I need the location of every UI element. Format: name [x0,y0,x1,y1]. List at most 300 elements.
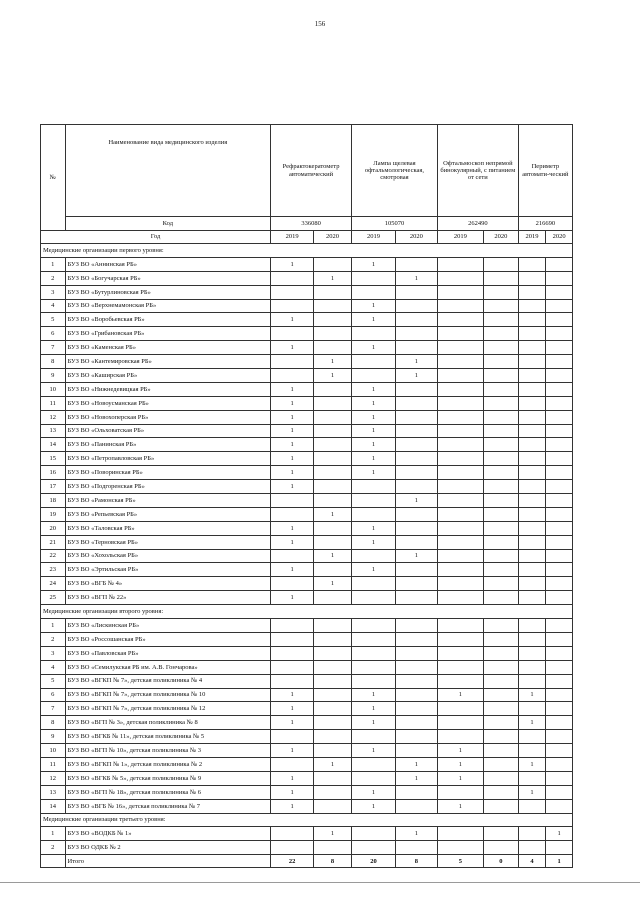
quantity-cell [395,452,437,466]
quantity-cell [483,285,518,299]
row-number: 2 [41,632,66,646]
quantity-cell [546,299,573,313]
quantity-cell [351,480,395,494]
quantity-cell [483,327,518,341]
quantity-cell: 1 [271,480,314,494]
table-row [41,577,573,591]
table-row [41,591,573,605]
quantity-cell [395,619,437,633]
device-header-2: Лампа щелевая офтальмологическая, смотровая [351,125,437,217]
table-row [41,730,573,744]
quantity-cell [518,619,546,633]
quantity-cell [395,799,437,813]
row-number: 16 [41,466,66,480]
section-header-row [41,813,573,827]
quantity-cell [518,285,546,299]
quantity-cell: 1 [314,507,352,521]
quantity-cell [518,480,546,494]
organization-name: БУЗ ВО ОДКБ № 2 [65,841,271,855]
organization-name: БУЗ ВО «ВГБ № 4» [65,577,271,591]
quantity-cell [546,466,573,480]
device-header-4: Периметр автомати-ческий [518,125,572,217]
quantity-cell: 1 [351,410,395,424]
quantity-cell [483,369,518,383]
quantity-cell: 1 [271,341,314,355]
quantity-cell [546,271,573,285]
quantity-cell: 1 [351,521,395,535]
quantity-cell [314,785,352,799]
row-number: 8 [41,716,66,730]
table-row [41,327,573,341]
quantity-cell [395,730,437,744]
table-row [41,688,573,702]
quantity-cell [437,494,483,508]
year-cell: 2019 [518,231,546,244]
quantity-cell [314,591,352,605]
quantity-cell [483,341,518,355]
quantity-cell [483,424,518,438]
quantity-cell: 1 [395,494,437,508]
quantity-cell [518,438,546,452]
quantity-cell: 1 [271,438,314,452]
table-row [41,660,573,674]
row-number: 21 [41,535,66,549]
quantity-cell: 1 [314,757,352,771]
year-row [41,231,573,244]
quantity-cell [483,577,518,591]
row-number: 3 [41,285,66,299]
quantity-cell: 1 [314,271,352,285]
quantity-cell [437,507,483,521]
organization-name: БУЗ ВО «Петропавловская РБ» [65,452,271,466]
quantity-cell [546,494,573,508]
quantity-cell: 1 [271,591,314,605]
row-number: 4 [41,299,66,313]
row-number: 10 [41,744,66,758]
quantity-cell [351,730,395,744]
quantity-cell [546,674,573,688]
total-cell: 5 [437,855,483,868]
quantity-cell [546,285,573,299]
quantity-cell [437,674,483,688]
organization-name: БУЗ ВО «Новоусманская РБ» [65,396,271,410]
quantity-cell [483,591,518,605]
quantity-cell [437,382,483,396]
quantity-cell [483,674,518,688]
quantity-cell [546,841,573,855]
organization-name: БУЗ ВО «Ольховатская РБ» [65,424,271,438]
table-row [41,785,573,799]
equipment-table [40,124,573,868]
year-cell: 2020 [546,231,573,244]
quantity-cell [314,452,352,466]
organization-name: БУЗ ВО «ВГКП № 7», детская поликлиника № 10 [65,688,271,702]
table-row [41,674,573,688]
quantity-cell [546,355,573,369]
quantity-cell [518,591,546,605]
quantity-cell [314,744,352,758]
quantity-cell [395,591,437,605]
organization-name: БУЗ ВО «Панинская РБ» [65,438,271,452]
quantity-cell [518,494,546,508]
row-number: 4 [41,660,66,674]
quantity-cell: 1 [395,757,437,771]
row-number: 12 [41,410,66,424]
quantity-cell [437,827,483,841]
organization-name: БУЗ ВО «Хохольская РБ» [65,549,271,563]
quantity-cell [395,702,437,716]
quantity-cell [437,591,483,605]
quantity-cell [437,438,483,452]
quantity-cell [314,466,352,480]
quantity-cell: 1 [546,827,573,841]
year-cell: 2020 [314,231,352,244]
organization-name: БУЗ ВО «Таловская РБ» [65,521,271,535]
quantity-cell [395,577,437,591]
table-row [41,438,573,452]
quantity-cell [314,480,352,494]
quantity-cell [546,313,573,327]
quantity-cell [395,660,437,674]
quantity-cell [314,841,352,855]
quantity-cell [483,744,518,758]
quantity-cell: 1 [518,688,546,702]
table-row [41,841,573,855]
quantity-cell [483,827,518,841]
organization-name: БУЗ ВО «ВОДКБ № 1» [65,827,271,841]
quantity-cell [314,716,352,730]
quantity-cell [314,730,352,744]
quantity-cell [395,466,437,480]
table-row [41,341,573,355]
quantity-cell [314,688,352,702]
table-row [41,563,573,577]
table-row [41,549,573,563]
quantity-cell [271,646,314,660]
quantity-cell: 1 [351,702,395,716]
quantity-cell [395,716,437,730]
quantity-cell [518,257,546,271]
quantity-cell: 1 [395,549,437,563]
quantity-cell: 1 [351,744,395,758]
quantity-cell [546,327,573,341]
quantity-cell [395,646,437,660]
row-number: 24 [41,577,66,591]
quantity-cell [546,632,573,646]
quantity-cell: 1 [271,799,314,813]
organization-name: БУЗ ВО «Павловская РБ» [65,646,271,660]
quantity-cell [546,688,573,702]
quantity-cell [351,674,395,688]
organization-name: БУЗ ВО «ВГП № 10», детская поликлиника № 3 [65,744,271,758]
quantity-cell [546,257,573,271]
quantity-cell [518,632,546,646]
quantity-cell [314,702,352,716]
quantity-cell [437,313,483,327]
quantity-cell [395,299,437,313]
quantity-cell [395,688,437,702]
quantity-cell [351,771,395,785]
total-cell: 8 [314,855,352,868]
quantity-cell: 1 [518,716,546,730]
quantity-cell: 1 [271,785,314,799]
table-row [41,396,573,410]
quantity-cell [351,549,395,563]
table-row [41,494,573,508]
quantity-cell [483,466,518,480]
quantity-cell [271,285,314,299]
quantity-cell: 1 [314,369,352,383]
quantity-cell [271,619,314,633]
quantity-cell [546,744,573,758]
total-empty-cell [41,855,66,868]
organization-name: БУЗ ВО «Репьевская РБ» [65,507,271,521]
organization-name: БУЗ ВО «Кантемировская РБ» [65,355,271,369]
quantity-cell [314,257,352,271]
quantity-cell: 1 [437,688,483,702]
row-number: 23 [41,563,66,577]
quantity-cell [518,771,546,785]
quantity-cell: 1 [271,716,314,730]
quantity-cell [437,577,483,591]
quantity-cell: 1 [437,771,483,785]
quantity-cell [483,660,518,674]
quantity-cell [546,591,573,605]
quantity-cell [395,327,437,341]
quantity-cell [546,424,573,438]
quantity-cell [314,313,352,327]
table-row [41,299,573,313]
quantity-cell: 1 [271,688,314,702]
quantity-cell [314,327,352,341]
name-header: Наименование вида медицинского изделия [65,125,271,217]
quantity-cell [351,646,395,660]
table-row [41,757,573,771]
quantity-cell [271,674,314,688]
table-row [41,799,573,813]
quantity-cell [518,702,546,716]
quantity-cell [518,466,546,480]
quantity-cell [314,674,352,688]
number-header: № [41,125,66,231]
quantity-cell: 1 [351,382,395,396]
organization-name: БУЗ ВО «Поворинская РБ» [65,466,271,480]
quantity-cell [437,369,483,383]
row-number: 13 [41,785,66,799]
quantity-cell: 1 [271,563,314,577]
quantity-cell: 1 [271,396,314,410]
quantity-cell [395,785,437,799]
quantity-cell [518,535,546,549]
total-cell: 22 [271,855,314,868]
quantity-cell [518,660,546,674]
quantity-cell [483,382,518,396]
quantity-cell [314,563,352,577]
quantity-cell [546,341,573,355]
quantity-cell: 1 [395,271,437,285]
table-row [41,480,573,494]
year-cell: 2020 [483,231,518,244]
quantity-cell [395,396,437,410]
quantity-cell [437,327,483,341]
quantity-cell: 1 [351,257,395,271]
quantity-cell: 1 [271,771,314,785]
organization-name: БУЗ ВО «ВГКП № 7», детская поликлиника № 12 [65,702,271,716]
quantity-cell [483,619,518,633]
quantity-cell [518,730,546,744]
quantity-cell [437,646,483,660]
quantity-cell [437,563,483,577]
total-cell: 1 [546,855,573,868]
quantity-cell [271,827,314,841]
table-row [41,466,573,480]
quantity-cell: 1 [351,799,395,813]
quantity-cell [271,271,314,285]
quantity-cell [518,313,546,327]
organization-name: БУЗ ВО «ВГКБ № 5», детская поликлиника № 9 [65,771,271,785]
quantity-cell [351,591,395,605]
quantity-cell [437,660,483,674]
quantity-cell [437,271,483,285]
quantity-cell [351,507,395,521]
row-number: 1 [41,619,66,633]
quantity-cell [271,327,314,341]
total-cell: 4 [518,855,546,868]
quantity-cell [483,535,518,549]
quantity-cell [437,285,483,299]
row-number: 19 [41,507,66,521]
table-row [41,382,573,396]
quantity-cell [518,827,546,841]
quantity-cell: 1 [351,452,395,466]
quantity-cell: 1 [271,313,314,327]
quantity-cell [395,313,437,327]
quantity-cell [351,632,395,646]
table-row [41,507,573,521]
quantity-cell [395,535,437,549]
quantity-cell: 1 [271,382,314,396]
total-label: Итого [65,855,271,868]
table-row [41,369,573,383]
quantity-cell [314,632,352,646]
quantity-cell [395,341,437,355]
quantity-cell: 1 [351,535,395,549]
quantity-cell: 1 [518,785,546,799]
quantity-cell [546,619,573,633]
table-row [41,827,573,841]
organization-name: БУЗ ВО «Новохоперская РБ» [65,410,271,424]
quantity-cell [546,785,573,799]
table-row [41,355,573,369]
quantity-cell [518,327,546,341]
quantity-cell [518,452,546,466]
quantity-cell [437,396,483,410]
table-row [41,313,573,327]
quantity-cell [546,382,573,396]
quantity-cell [395,480,437,494]
quantity-cell: 1 [271,535,314,549]
quantity-cell: 1 [351,438,395,452]
quantity-cell: 1 [351,299,395,313]
organization-name: БУЗ ВО «Терновская РБ» [65,535,271,549]
quantity-cell [518,799,546,813]
row-number: 11 [41,396,66,410]
quantity-cell: 1 [351,785,395,799]
year-cell: 2020 [395,231,437,244]
quantity-cell [518,410,546,424]
organization-name: БУЗ ВО «Семилукская РБ им. А.В. Гончарова» [65,660,271,674]
quantity-cell [483,716,518,730]
organization-name: БУЗ ВО «Рамонская РБ» [65,494,271,508]
quantity-cell [518,646,546,660]
quantity-cell: 1 [271,424,314,438]
table-row [41,619,573,633]
quantity-cell: 1 [271,521,314,535]
quantity-cell [314,521,352,535]
organization-name: БУЗ ВО «Богучарская РБ» [65,271,271,285]
quantity-cell [271,730,314,744]
quantity-cell [351,827,395,841]
quantity-cell [314,799,352,813]
code-label: Код [65,217,271,231]
quantity-cell: 1 [437,757,483,771]
quantity-cell [546,369,573,383]
quantity-cell [351,271,395,285]
organization-name: БУЗ ВО «Воробьевская РБ» [65,313,271,327]
quantity-cell [483,730,518,744]
quantity-cell [483,799,518,813]
quantity-cell [546,535,573,549]
quantity-cell [437,341,483,355]
quantity-cell [271,841,314,855]
quantity-cell [483,646,518,660]
quantity-cell [271,507,314,521]
row-number: 18 [41,494,66,508]
quantity-cell: 1 [395,355,437,369]
quantity-cell [518,299,546,313]
year-label: Год [41,231,271,244]
table-row [41,257,573,271]
quantity-cell [437,702,483,716]
row-number: 11 [41,757,66,771]
quantity-cell: 1 [351,424,395,438]
quantity-cell [518,369,546,383]
table-row [41,771,573,785]
quantity-cell [483,299,518,313]
row-number: 22 [41,549,66,563]
quantity-cell: 1 [351,688,395,702]
quantity-cell [483,410,518,424]
quantity-cell [518,507,546,521]
quantity-cell: 1 [271,257,314,271]
quantity-cell [395,438,437,452]
organization-name: БУЗ ВО «Лискинская РБ» [65,619,271,633]
quantity-cell [271,632,314,646]
quantity-cell [546,660,573,674]
quantity-cell [437,716,483,730]
quantity-cell [437,410,483,424]
quantity-cell [351,619,395,633]
organization-name: БУЗ ВО «ВГП № 18», детская поликлиника № 6 [65,785,271,799]
quantity-cell [518,549,546,563]
quantity-cell [395,382,437,396]
quantity-cell [314,299,352,313]
organization-name: БУЗ ВО «Бутурлиновская РБ» [65,285,271,299]
quantity-cell [546,730,573,744]
quantity-cell [271,577,314,591]
device-header-3: Офтальмоскоп непрямой бинокулярный, с питанием от сети [437,125,518,217]
table-row [41,632,573,646]
